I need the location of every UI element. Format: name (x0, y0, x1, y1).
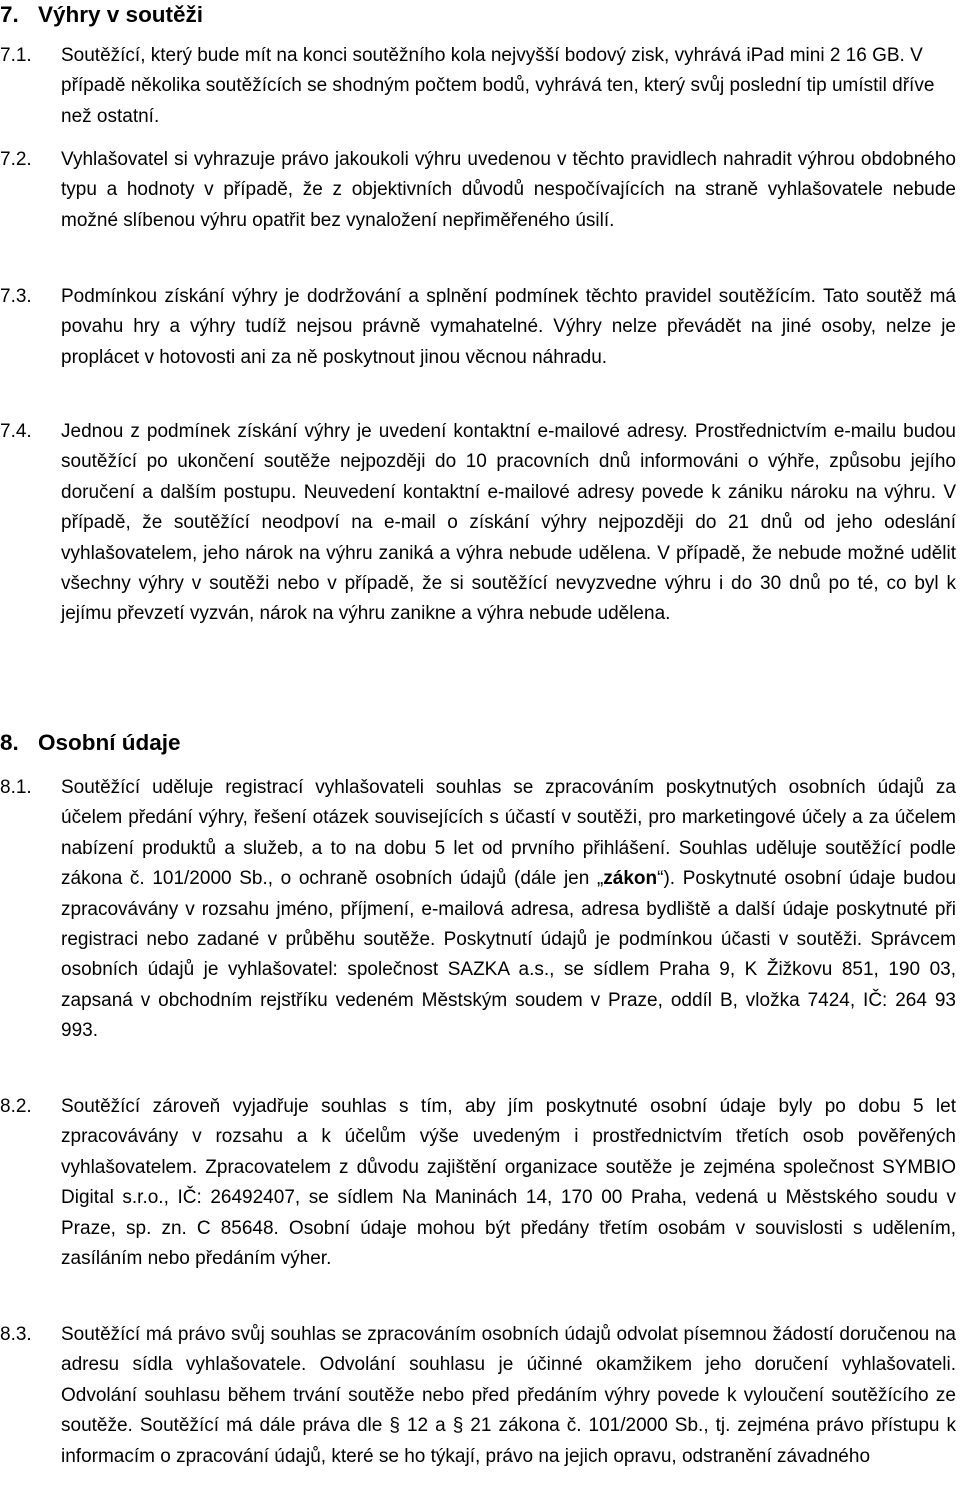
clause-number: 7.4. (0, 421, 32, 442)
clause-text: Soutěžící zároveň vyjadřuje souhlas s tím, aby jím poskytnuté osobní údaje byly po dobu 5 let zpracovávány v rozsahu a k účelům výše uvedeným i prostřednictvím třetích osob pověřených vyhlašovatelem. Zpracovatelem z důvodu zajištění organizace soutěže je zejména společnost SYMBIO Digital s.r.o., IČ: 26492407, se sídlem Na Maninách 14, 170 00 Praha, vedená u Městského soudu v Praze, sp. zn. C 85648. Osobní údaje mohou být předány třetím osobám v souvislosti s udělením, zasíláním nebo předáním výher. (61, 1096, 956, 1270)
clause-text-part: Soutěžící uděluje registrací vyhlašovateli souhlas se zpracováním poskytnutých osobních údajů za účelem předání výhry, řešení otázek souvisejících s účastí v soutěži, pro marketingové účely a za účelem nabízení produktů a služeb, a to na dobu 5 let od prvního přihlášení. Souhlas uděluje soutěžící podle zákona č. 101/2000 Sb., o ochraně osobních údajů (dále jen „ (61, 777, 956, 890)
section-7-number: 7. (0, 2, 19, 27)
clause-number: 7.2. (0, 149, 32, 170)
clause-text: Jednou z podmínek získání výhry je uvedení kontaktní e-mailové adresy. Prostřednictvím e-mailu budou soutěžící po ukončení soutěže nejpozději do 10 pracovních dnů informováni o výhře, způsobu jejího doručení a dalším postupu. Neuvedení kontaktní e-mailové adresy povede k zániku nároku na výhru. V případě, že soutěžící neodpoví na e-mail o získání výhry nejpozději do 21 dnů od jeho odeslání vyhlašovatelem, jeho nárok na výhru zaniká a výhra nebude udělena. V případě, že nebude možné udělit všechny výhry v soutěži nebo v případě, že si soutěžící nevyzvedne výhru i do 30 dnů po té, co byl k jejímu převzetí vyzván, nárok na výhru zanikne a výhra nebude udělena. (61, 421, 956, 625)
clause-7-3 (0, 282, 958, 373)
clause-text (61, 773, 956, 1047)
clause-text-part: “). Poskytnuté osobní údaje budou zpracovávány v rozsahu jméno, příjmení, e-mailová adresa, adresa bydliště a další údaje poskytnuté při registraci nebo zadané v průběhu soutěže. Poskytnutí údajů je podmínkou účasti v soutěži. Správcem osobních údajů je vyhlašovatel: společnost SAZKA a.s., se sídlem Praha 9, K Žižkovu 851, 190 03, zapsaná v obchodním rejstříku vedeném Městským soudem v Praze, oddíl B, vložka 7424, IČ: 264 93 993. (61, 868, 957, 1042)
clause-number: 8.3. (0, 1324, 32, 1345)
clause-text: Soutěžící, který bude mít na konci soutěžního kola nejvyšší bodový zisk, vyhrává iPad mini 2 16 GB. V případě několika soutěžících se shodným počtem bodů, vyhrává ten, který svůj poslední tip umístil dříve než ostatní. (61, 45, 935, 127)
clause-7-4 (0, 417, 958, 630)
clause-text: Soutěžící má právo svůj souhlas se zpracováním osobních údajů odvolat písemnou žádostí doručenou na adresu sídla vyhlašovatele. Odvolání souhlasu je účinné okamžikem jeho doručení vyhlašovateli. Odvolání souhlasu během trvání soutěže nebo před předáním výhry povede k vyloučení soutěžícího ze soutěže. Soutěžící má dále práva dle § 12 a § 21 zákona č. 101/2000 Sb., tj. zejména právo přístupu k informacím o zpracování údajů, které se ho týkají, právo na jejich opravu, odstranění závadného (61, 1324, 956, 1467)
clause-text: Vyhlašovatel si vyhrazuje právo jakoukoli výhru uvedenou v těchto pravidlech nahradit výhrou obdobného typu a hodnoty v případě, že z objektivních důvodů nespočívajících na straně vyhlašovatele nebude možné slíbenou výhru opatřit bez vynaložení nepřiměřeného úsilí. (61, 149, 956, 231)
clause-8-3 (0, 1320, 958, 1472)
clause-number: 8.2. (0, 1096, 32, 1117)
clause-number: 7.1. (0, 45, 32, 66)
section-8-title: Osobní údaje (38, 730, 181, 755)
defined-term-zakon: zákon (603, 868, 658, 890)
clause-8-2 (0, 1092, 958, 1274)
clause-number: 7.3. (0, 286, 32, 307)
clause-7-1 (0, 41, 958, 132)
section-7-title: Výhry v soutěži (38, 2, 204, 27)
clause-7-2 (0, 145, 958, 236)
section-7-heading (0, 0, 203, 30)
clause-8-1 (0, 773, 958, 1047)
section-8-number: 8. (0, 730, 19, 755)
clause-number: 8.1. (0, 777, 32, 798)
section-8-heading (0, 728, 181, 758)
clause-text: Podmínkou získání výhry je dodržování a splnění podmínek těchto pravidel soutěžícím. Tato soutěž má povahu hry a výhry tudíž nejsou právně vymahatelné. Výhry nelze převádět na jiné osoby, nelze je proplácet v hotovosti ani za ně poskytnout jinou věcnou náhradu. (61, 286, 956, 368)
